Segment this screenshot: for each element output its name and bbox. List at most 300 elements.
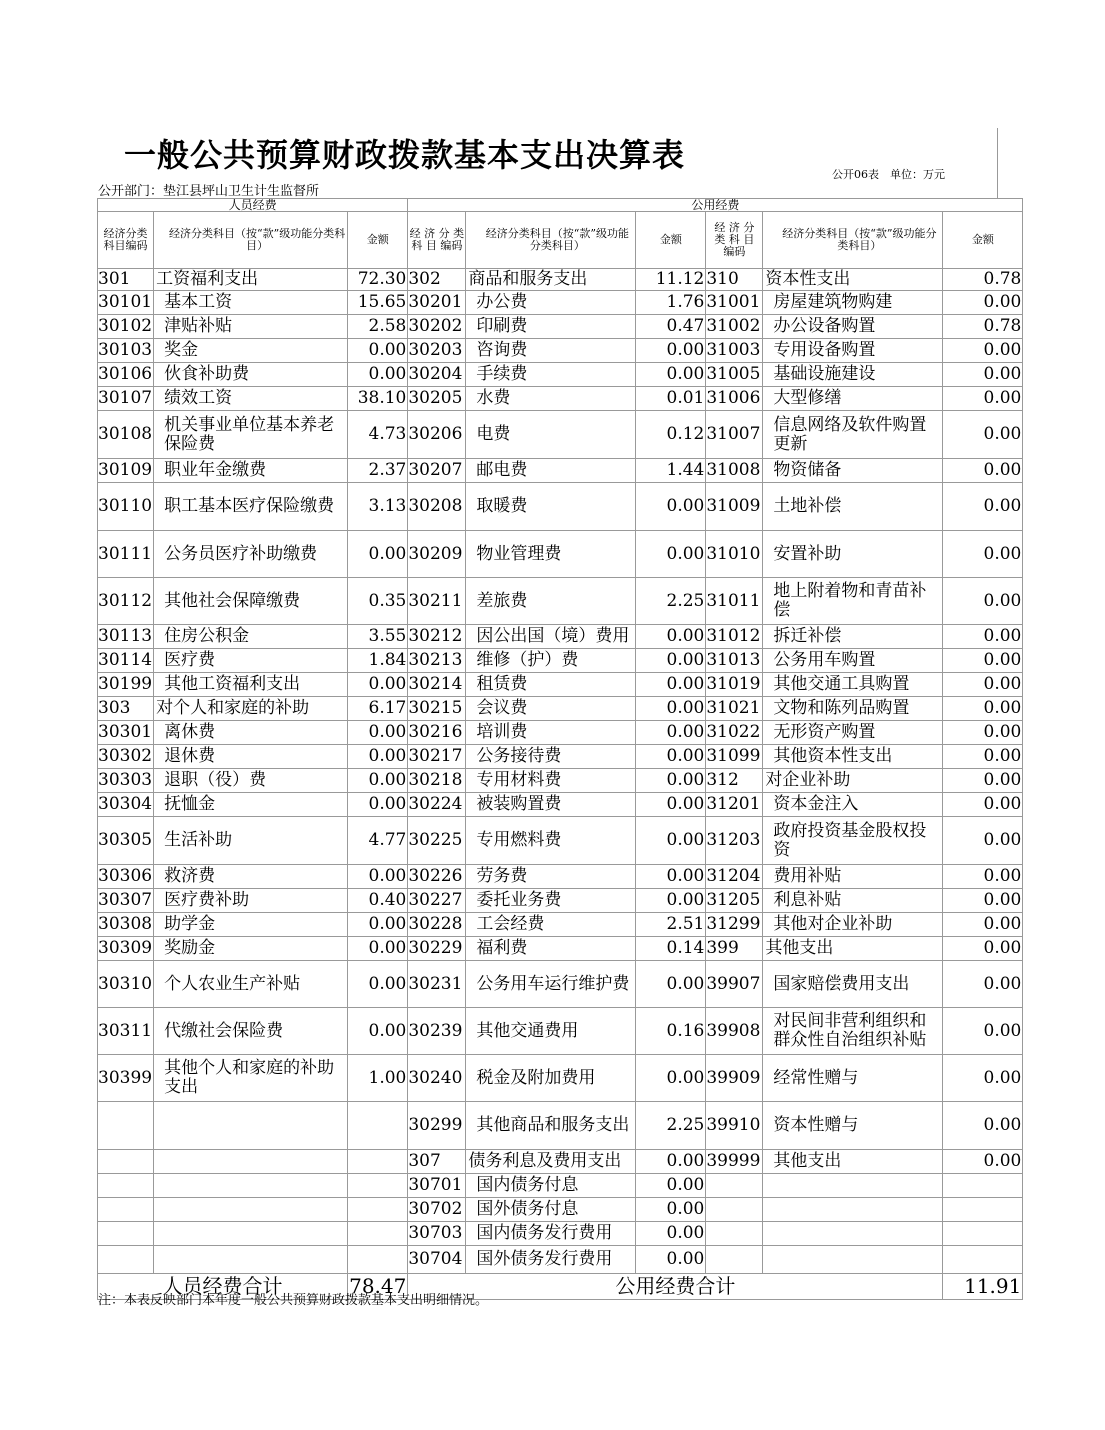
code-cell: 31012 (706, 625, 763, 649)
code-cell: 30702 (408, 1198, 466, 1222)
header-amount: 金额 (943, 212, 1023, 269)
code-cell: 39909 (706, 1055, 763, 1102)
name-cell: 专用设备购置 (763, 339, 943, 363)
amount-cell: 2.37 (348, 459, 408, 483)
code-cell: 31205 (706, 889, 763, 913)
amount-cell: 0.00 (348, 339, 408, 363)
code-cell (706, 1246, 763, 1274)
amount-cell (943, 1174, 1023, 1198)
code-cell: 31099 (706, 745, 763, 769)
code-cell: 31001 (706, 291, 763, 315)
code-cell: 30207 (408, 459, 466, 483)
name-cell: 无形资产购置 (763, 721, 943, 745)
name-cell: 工资福利支出 (154, 269, 348, 291)
code-cell: 31007 (706, 411, 763, 459)
amount-cell: 0.00 (943, 697, 1023, 721)
code-cell: 30225 (408, 817, 466, 865)
table-row (98, 1150, 1023, 1174)
table-row (98, 1055, 1023, 1102)
code-cell: 30206 (408, 411, 466, 459)
amount-cell: 0.47 (636, 315, 706, 339)
table-row (98, 937, 1023, 961)
name-cell: 拆迁补偿 (763, 625, 943, 649)
code-cell (706, 1222, 763, 1246)
code-cell: 30704 (408, 1246, 466, 1274)
amount-cell: 0.00 (943, 889, 1023, 913)
amount-cell: 0.00 (636, 961, 706, 1008)
amount-cell: 0.00 (943, 961, 1023, 1008)
code-cell: 30113 (98, 625, 154, 649)
header-amount: 金额 (636, 212, 706, 269)
code-cell: 30101 (98, 291, 154, 315)
code-cell: 30216 (408, 721, 466, 745)
code-cell: 302 (408, 269, 466, 291)
code-cell: 31013 (706, 649, 763, 673)
table-row (98, 961, 1023, 1008)
name-cell (763, 1246, 943, 1274)
code-cell: 30306 (98, 865, 154, 889)
amount-cell: 0.00 (636, 721, 706, 745)
name-cell: 救济费 (154, 865, 348, 889)
name-cell: 职工基本医疗保险缴费 (154, 483, 348, 531)
amount-cell: 0.00 (943, 673, 1023, 697)
amount-cell: 0.00 (943, 865, 1023, 889)
name-cell (763, 1198, 943, 1222)
code-cell: 31003 (706, 339, 763, 363)
code-cell: 31203 (706, 817, 763, 865)
name-cell: 退休费 (154, 745, 348, 769)
amount-cell: 0.78 (943, 315, 1023, 339)
amount-cell (348, 1150, 408, 1174)
name-cell: 资本金注入 (763, 793, 943, 817)
name-cell: 其他支出 (763, 1150, 943, 1174)
table-row (98, 865, 1023, 889)
amount-cell: 1.76 (636, 291, 706, 315)
table-row (98, 793, 1023, 817)
name-cell: 文物和陈列品购置 (763, 697, 943, 721)
name-cell: 电费 (466, 411, 636, 459)
amount-cell (348, 1222, 408, 1246)
table-row (98, 363, 1023, 387)
table-row (98, 889, 1023, 913)
header-code: 经 济 分 类 科 目 编码 (408, 212, 466, 269)
name-cell: 办公费 (466, 291, 636, 315)
name-cell: 因公出国（境）费用 (466, 625, 636, 649)
code-cell: 30224 (408, 793, 466, 817)
code-cell: 30211 (408, 578, 466, 625)
table-meta: 公开06表 单位：万元 (832, 168, 945, 181)
header-code: 经 济 分 类 科 目 编码 (706, 212, 763, 269)
amount-cell: 0.00 (943, 1008, 1023, 1055)
amount-cell: 0.14 (636, 937, 706, 961)
name-cell: 公务用车运行维护费 (466, 961, 636, 1008)
name-cell: 住房公积金 (154, 625, 348, 649)
name-cell: 其他社会保障缴费 (154, 578, 348, 625)
code-cell: 30308 (98, 913, 154, 937)
amount-cell: 0.00 (636, 769, 706, 793)
amount-cell: 0.00 (943, 913, 1023, 937)
table-row (98, 649, 1023, 673)
amount-cell: 15.65 (348, 291, 408, 315)
amount-cell: 0.00 (943, 769, 1023, 793)
name-cell: 房屋建筑物购建 (763, 291, 943, 315)
code-cell: 30114 (98, 649, 154, 673)
amount-cell: 0.00 (636, 865, 706, 889)
name-cell: 取暖费 (466, 483, 636, 531)
code-cell: 30309 (98, 937, 154, 961)
name-cell (154, 1246, 348, 1274)
name-cell: 维修（护）费 (466, 649, 636, 673)
name-cell: 退职（役）费 (154, 769, 348, 793)
code-cell: 30703 (408, 1222, 466, 1246)
amount-cell: 0.00 (636, 673, 706, 697)
code-cell: 30229 (408, 937, 466, 961)
name-cell: 对企业补助 (763, 769, 943, 793)
name-cell: 其他资本性支出 (763, 745, 943, 769)
code-cell: 30209 (408, 531, 466, 578)
amount-cell: 0.00 (636, 649, 706, 673)
amount-cell: 0.00 (943, 363, 1023, 387)
amount-cell: 4.77 (348, 817, 408, 865)
public-total-label: 公用经费合计 (408, 1274, 943, 1300)
code-cell (98, 1198, 154, 1222)
code-cell: 30199 (98, 673, 154, 697)
code-cell: 30301 (98, 721, 154, 745)
name-cell: 绩效工资 (154, 387, 348, 411)
code-cell: 30231 (408, 961, 466, 1008)
amount-cell: 0.00 (636, 531, 706, 578)
amount-cell: 0.00 (943, 291, 1023, 315)
amount-cell: 0.00 (636, 697, 706, 721)
code-cell: 301 (98, 269, 154, 291)
table-row (98, 817, 1023, 865)
code-cell: 310 (706, 269, 763, 291)
name-cell: 资本性支出 (763, 269, 943, 291)
amount-cell: 0.00 (943, 649, 1023, 673)
amount-cell: 0.00 (636, 625, 706, 649)
amount-cell: 0.00 (943, 387, 1023, 411)
table-row (98, 578, 1023, 625)
code-cell: 30110 (98, 483, 154, 531)
amount-cell: 11.12 (636, 269, 706, 291)
amount-cell: 72.30 (348, 269, 408, 291)
amount-cell: 0.00 (943, 817, 1023, 865)
amount-cell: 0.00 (943, 793, 1023, 817)
code-cell: 31005 (706, 363, 763, 387)
amount-cell: 38.10 (348, 387, 408, 411)
amount-cell: 0.00 (636, 1055, 706, 1102)
amount-cell: 0.00 (943, 1150, 1023, 1174)
name-cell: 伙食补助费 (154, 363, 348, 387)
amount-cell: 0.00 (348, 961, 408, 1008)
amount-cell: 0.00 (636, 817, 706, 865)
code-cell: 312 (706, 769, 763, 793)
amount-cell: 0.00 (943, 745, 1023, 769)
amount-cell: 0.40 (348, 889, 408, 913)
amount-cell: 2.25 (636, 578, 706, 625)
header-amount: 金额 (348, 212, 408, 269)
name-cell (154, 1150, 348, 1174)
section-header-row (98, 199, 1023, 212)
name-cell: 工会经费 (466, 913, 636, 937)
name-cell: 其他交通费用 (466, 1008, 636, 1055)
name-cell: 代缴社会保险费 (154, 1008, 348, 1055)
table-row (98, 913, 1023, 937)
table-row (98, 1008, 1023, 1055)
name-cell: 信息网络及软件购置更新 (763, 411, 943, 459)
code-cell: 30310 (98, 961, 154, 1008)
amount-cell: 0.00 (943, 411, 1023, 459)
name-cell: 劳务费 (466, 865, 636, 889)
name-cell: 其他交通工具购置 (763, 673, 943, 697)
name-cell: 抚恤金 (154, 793, 348, 817)
name-cell: 水费 (466, 387, 636, 411)
name-cell: 基本工资 (154, 291, 348, 315)
name-cell: 资本性赠与 (763, 1102, 943, 1150)
code-cell: 30201 (408, 291, 466, 315)
amount-cell: 3.55 (348, 625, 408, 649)
name-cell: 商品和服务支出 (466, 269, 636, 291)
table-row (98, 769, 1023, 793)
amount-cell (348, 1174, 408, 1198)
code-cell: 30299 (408, 1102, 466, 1150)
name-cell: 手续费 (466, 363, 636, 387)
name-cell: 办公设备购置 (763, 315, 943, 339)
code-cell: 30107 (98, 387, 154, 411)
amount-cell: 0.00 (348, 793, 408, 817)
name-cell: 委托业务费 (466, 889, 636, 913)
code-cell: 31010 (706, 531, 763, 578)
amount-cell: 2.25 (636, 1102, 706, 1150)
code-cell: 31011 (706, 578, 763, 625)
name-cell: 其他个人和家庭的补助支出 (154, 1055, 348, 1102)
amount-cell: 2.58 (348, 315, 408, 339)
code-cell: 30303 (98, 769, 154, 793)
divider (997, 128, 998, 198)
header-code: 经济分类科目编码 (98, 212, 154, 269)
amount-cell: 0.00 (636, 1222, 706, 1246)
code-cell: 39999 (706, 1150, 763, 1174)
amount-cell (348, 1102, 408, 1150)
code-cell: 31002 (706, 315, 763, 339)
name-cell: 医疗费 (154, 649, 348, 673)
amount-cell: 6.17 (348, 697, 408, 721)
table-row (98, 291, 1023, 315)
name-cell: 职业年金缴费 (154, 459, 348, 483)
amount-cell: 0.00 (943, 459, 1023, 483)
code-cell: 39908 (706, 1008, 763, 1055)
name-cell (763, 1174, 943, 1198)
table-row (98, 721, 1023, 745)
code-cell: 30215 (408, 697, 466, 721)
code-cell: 30108 (98, 411, 154, 459)
code-cell: 39910 (706, 1102, 763, 1150)
name-cell: 助学金 (154, 913, 348, 937)
name-cell: 其他对企业补助 (763, 913, 943, 937)
name-cell: 公务用车购置 (763, 649, 943, 673)
name-cell: 经常性赠与 (763, 1055, 943, 1102)
name-cell: 奖金 (154, 339, 348, 363)
name-cell: 地上附着物和青苗补偿 (763, 578, 943, 625)
amount-cell: 0.78 (943, 269, 1023, 291)
code-cell: 30226 (408, 865, 466, 889)
amount-cell: 0.00 (943, 721, 1023, 745)
name-cell: 公务员医疗补助缴费 (154, 531, 348, 578)
table-row (98, 745, 1023, 769)
amount-cell: 0.35 (348, 578, 408, 625)
name-cell: 其他工资福利支出 (154, 673, 348, 697)
amount-cell: 0.00 (636, 1198, 706, 1222)
name-cell: 邮电费 (466, 459, 636, 483)
amount-cell: 1.84 (348, 649, 408, 673)
amount-cell: 4.73 (348, 411, 408, 459)
code-cell: 30112 (98, 578, 154, 625)
code-cell (98, 1222, 154, 1246)
amount-cell: 1.44 (636, 459, 706, 483)
code-cell: 31009 (706, 483, 763, 531)
name-cell: 机关事业单位基本养老保险费 (154, 411, 348, 459)
code-cell: 30204 (408, 363, 466, 387)
code-cell: 30240 (408, 1055, 466, 1102)
name-cell: 物业管理费 (466, 531, 636, 578)
public-total-amount: 11.91 (943, 1274, 1023, 1300)
code-cell (98, 1246, 154, 1274)
code-cell: 30102 (98, 315, 154, 339)
code-cell: 30106 (98, 363, 154, 387)
section-public: 公用经费 (408, 199, 1023, 212)
table-row (98, 1198, 1023, 1222)
amount-cell: 0.00 (943, 339, 1023, 363)
amount-cell: 0.00 (636, 1174, 706, 1198)
code-cell: 31006 (706, 387, 763, 411)
code-cell: 31022 (706, 721, 763, 745)
amount-cell (348, 1198, 408, 1222)
amount-cell: 0.00 (636, 1150, 706, 1174)
code-cell: 31204 (706, 865, 763, 889)
amount-cell: 0.00 (636, 483, 706, 531)
name-cell: 费用补贴 (763, 865, 943, 889)
code-cell (706, 1198, 763, 1222)
name-cell: 大型修缮 (763, 387, 943, 411)
name-cell: 公务接待费 (466, 745, 636, 769)
name-cell: 其他商品和服务支出 (466, 1102, 636, 1150)
amount-cell: 0.12 (636, 411, 706, 459)
name-cell: 生活补助 (154, 817, 348, 865)
code-cell: 30103 (98, 339, 154, 363)
name-cell: 印刷费 (466, 315, 636, 339)
amount-cell: 0.00 (348, 531, 408, 578)
name-cell: 其他支出 (763, 937, 943, 961)
name-cell: 税金及附加费用 (466, 1055, 636, 1102)
table-row (98, 1174, 1023, 1198)
amount-cell: 0.00 (943, 625, 1023, 649)
code-cell: 30307 (98, 889, 154, 913)
amount-cell: 2.51 (636, 913, 706, 937)
amount-cell: 0.00 (348, 1008, 408, 1055)
name-cell (154, 1174, 348, 1198)
code-cell: 30217 (408, 745, 466, 769)
code-cell: 30302 (98, 745, 154, 769)
code-cell (706, 1174, 763, 1198)
code-cell: 399 (706, 937, 763, 961)
table-row (98, 1102, 1023, 1150)
code-cell: 30239 (408, 1008, 466, 1055)
name-cell: 国家赔偿费用支出 (763, 961, 943, 1008)
amount-cell: 0.00 (348, 745, 408, 769)
name-cell: 国内债务发行费用 (466, 1222, 636, 1246)
amount-cell: 0.01 (636, 387, 706, 411)
amount-cell: 0.00 (943, 937, 1023, 961)
amount-cell: 0.00 (943, 1055, 1023, 1102)
personnel-total-label: 人员经费合计 (98, 1274, 348, 1300)
code-cell: 30228 (408, 913, 466, 937)
amount-cell: 0.00 (348, 913, 408, 937)
name-cell: 咨询费 (466, 339, 636, 363)
name-cell: 福利费 (466, 937, 636, 961)
page-title: 一般公共预算财政拨款基本支出决算表 (124, 136, 686, 174)
amount-cell (348, 1246, 408, 1274)
code-cell: 30214 (408, 673, 466, 697)
name-cell: 政府投资基金股权投资 (763, 817, 943, 865)
name-cell: 被装购置费 (466, 793, 636, 817)
code-cell: 39907 (706, 961, 763, 1008)
amount-cell: 0.00 (348, 673, 408, 697)
amount-cell: 0.00 (636, 793, 706, 817)
code-cell: 30202 (408, 315, 466, 339)
name-cell: 利息补贴 (763, 889, 943, 913)
header-name: 经济分类科目（按“款”级功能分类科目） (466, 212, 636, 269)
code-cell: 30213 (408, 649, 466, 673)
table-row (98, 339, 1023, 363)
code-cell: 30305 (98, 817, 154, 865)
code-cell: 31008 (706, 459, 763, 483)
name-cell: 债务利息及费用支出 (466, 1150, 636, 1174)
code-cell: 307 (408, 1150, 466, 1174)
code-cell: 303 (98, 697, 154, 721)
footnote: 注：本表反映部门本年度一般公共预算财政拨款基本支出明细情况。 (98, 1293, 489, 1308)
name-cell: 差旅费 (466, 578, 636, 625)
name-cell: 国内债务付息 (466, 1174, 636, 1198)
code-cell (98, 1102, 154, 1150)
name-cell (154, 1102, 348, 1150)
name-cell: 对个人和家庭的补助 (154, 697, 348, 721)
name-cell: 物资储备 (763, 459, 943, 483)
column-header-row (98, 212, 1023, 269)
code-cell: 30701 (408, 1174, 466, 1198)
table-row (98, 411, 1023, 459)
amount-cell: 0.00 (636, 363, 706, 387)
name-cell: 专用材料费 (466, 769, 636, 793)
code-cell: 30218 (408, 769, 466, 793)
table-row (98, 1246, 1023, 1274)
amount-cell: 0.00 (636, 745, 706, 769)
code-cell: 30227 (408, 889, 466, 913)
personnel-total-amount: 78.47 (349, 1274, 407, 1298)
code-cell: 30212 (408, 625, 466, 649)
amount-cell: 0.00 (348, 937, 408, 961)
header-name: 经济分类科目（按“款”级功能分类科目） (154, 212, 348, 269)
code-cell (98, 1150, 154, 1174)
amount-cell (943, 1198, 1023, 1222)
code-cell: 30109 (98, 459, 154, 483)
amount-cell: 1.00 (348, 1055, 408, 1102)
code-cell: 31201 (706, 793, 763, 817)
code-cell: 30304 (98, 793, 154, 817)
amount-cell: 0.00 (943, 531, 1023, 578)
name-cell: 专用燃料费 (466, 817, 636, 865)
table-row (98, 459, 1023, 483)
name-cell: 个人农业生产补贴 (154, 961, 348, 1008)
